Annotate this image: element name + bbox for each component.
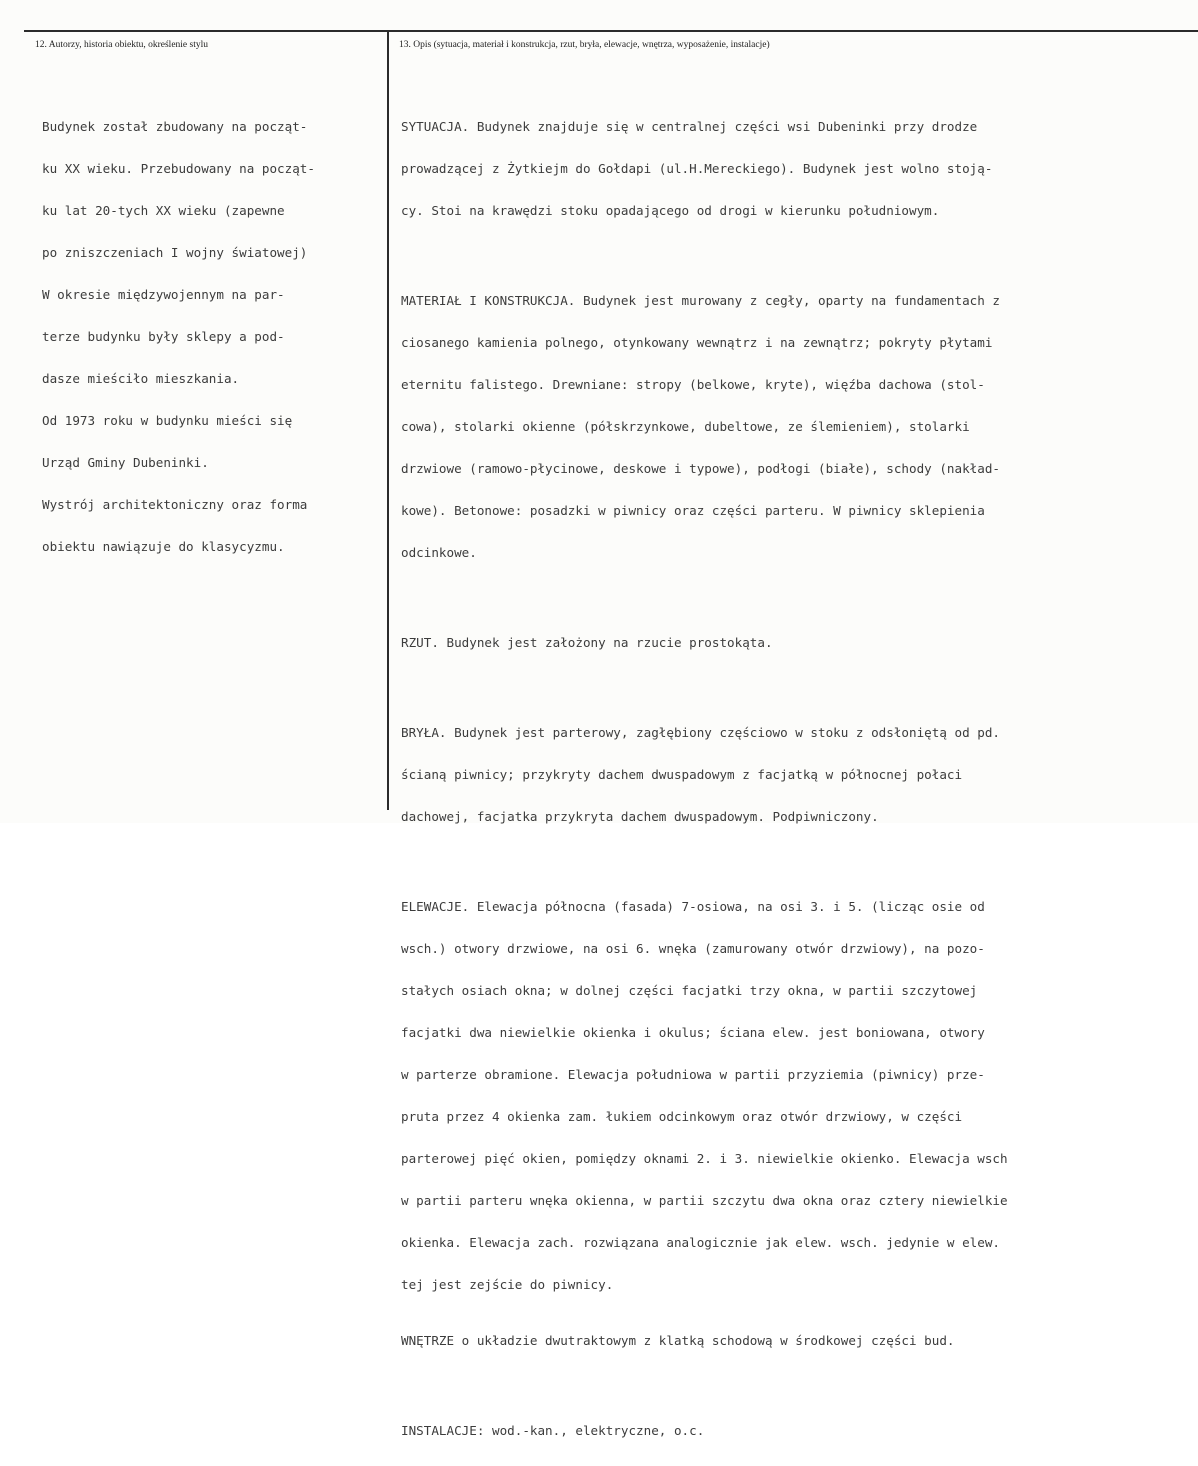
elevations-line: ELEWACJE. Elewacja północna (fasada) 7-osiowa, na osi 3. i 5. (licząc osie od	[401, 899, 985, 914]
material-line: kowe). Betonowe: posadzki w piwnicy oraz części parteru. W piwnicy sklepienia	[401, 503, 985, 518]
interior-line: WNĘTRZE o układzie dwutraktowym z klatką schodową w środkowej części bud.	[401, 1333, 955, 1348]
history-line: ku XX wieku. Przebudowany na począt-	[42, 161, 315, 176]
elevations-line: parterowej pięć okien, pomiędzy oknami 2. i 3. niewielkie okienko. Elewacja wsch	[401, 1151, 1008, 1166]
elevations-line: w partii parteru wnęka okienna, w partii szczytu dwa okna oraz cztery niewielkie	[401, 1193, 1008, 1208]
history-text	[42, 92, 315, 582]
elevations-line: wsch.) otwory drzwiowe, na osi 6. wnęka (zamurowany otwór drzwiowy), na pozo-	[401, 941, 985, 956]
material-line: eternitu falistego. Drewniane: stropy (belkowe, kryte), więźba dachowa (stol-	[401, 377, 985, 392]
installations-line: INSTALACJE: wod.-kan., elektryczne, o.c.	[401, 1423, 705, 1438]
history-line: W okresie międzywojennym na par-	[42, 287, 285, 302]
history-line: obiektu nawiązuje do klasycyzmu.	[42, 539, 285, 554]
material-line: odcinkowe.	[401, 545, 477, 560]
history-line: Od 1973 roku w budynku mieści się	[42, 413, 293, 428]
material-line: ciosanego kamienia polnego, otynkowany wewnątrz i na zewnątrz; pokryty płytami	[401, 335, 993, 350]
mass-line: ścianą piwnicy; przykryty dachem dwuspadowym z facjatką w północnej połaci	[401, 767, 963, 782]
elevations-line: okienka. Elewacja zach. rozwiązana analogicznie jak elew. wsch. jedynie w elew.	[401, 1235, 1000, 1250]
elevations-line: tej jest zejście do piwnicy.	[401, 1277, 614, 1292]
paragraph-gap	[401, 246, 1008, 252]
paragraph-gap	[401, 1376, 1008, 1382]
history-line: Wystrój architektoniczny oraz forma	[42, 497, 308, 512]
history-line: Urząd Gminy Dubeninki.	[42, 455, 209, 470]
history-line: dasze mieściło mieszkania.	[42, 371, 240, 386]
paragraph-gap	[401, 852, 1008, 858]
mass-line: BRYŁA. Budynek jest parterowy, zagłębiony częściowo w stoku z odsłoniętą od pd.	[401, 725, 1000, 740]
material-line: MATERIAŁ I KONSTRUKCJA. Budynek jest murowany z cegły, oparty na fundamentach z	[401, 293, 1000, 308]
material-line: cowa), stolarki okienne (półskrzynkowe, dubeltowe, ze ślemieniem), stolarki	[401, 419, 970, 434]
elevations-line: facjatki dwa niewielkie okienka i okulus; ściana elew. jest boniowana, otwory	[401, 1025, 985, 1040]
history-line: terze budynku były sklepy a pod-	[42, 329, 285, 344]
situation-line: cy. Stoi na krawędzi stoku opadającego od drogi w kierunku południowym.	[401, 203, 940, 218]
situation-line: prowadzącej z Żytkiejm do Gołdapi (ul.H.Mereckiego). Budynek jest wolno stoją-	[401, 161, 993, 176]
material-line: drzwiowe (ramowo-płycinowe, deskowe i typowe), podłogi (białe), schody (nakład-	[401, 461, 1000, 476]
header-rule	[24, 30, 1198, 32]
elevations-line: w parterze obramione. Elewacja południowa w partii przyziemia (piwnicy) prze-	[401, 1067, 985, 1082]
section-12-heading: 12. Autorzy, historia obiektu, określenie stylu	[35, 40, 208, 50]
elevations-line: pruta przez 4 okienka zam. łukiem odcinkowym oraz otwór drzwiowy, w części	[401, 1109, 963, 1124]
elevations-line: stałych osiach okna; w dolnej części facjatki trzy okna, w partii szczytowej	[401, 983, 978, 998]
history-line: po zniszczeniach I wojny światowej)	[42, 245, 308, 260]
situation-line: SYTUACJA. Budynek znajduje się w centralnej części wsi Dubeninki przy drodze	[401, 119, 978, 134]
history-line: Budynek został zbudowany na począt-	[42, 119, 308, 134]
mass-line: dachowej, facjatka przykryta dachem dwuspadowym. Podpiwniczony.	[401, 809, 879, 824]
section-13-heading: 13. Opis (sytuacja, materiał i konstrukcja, rzut, bryła, elewacje, wnętrza, wyposażenie, instalacje)	[399, 40, 770, 50]
description-text	[401, 92, 1008, 1466]
plan-line: RZUT. Budynek jest założony na rzucie prostokąta.	[401, 635, 773, 650]
paragraph-gap	[401, 588, 1008, 594]
column-divider	[387, 30, 389, 810]
history-line: ku lat 20-tych XX wieku (zapewne	[42, 203, 285, 218]
paragraph-gap	[401, 678, 1008, 684]
